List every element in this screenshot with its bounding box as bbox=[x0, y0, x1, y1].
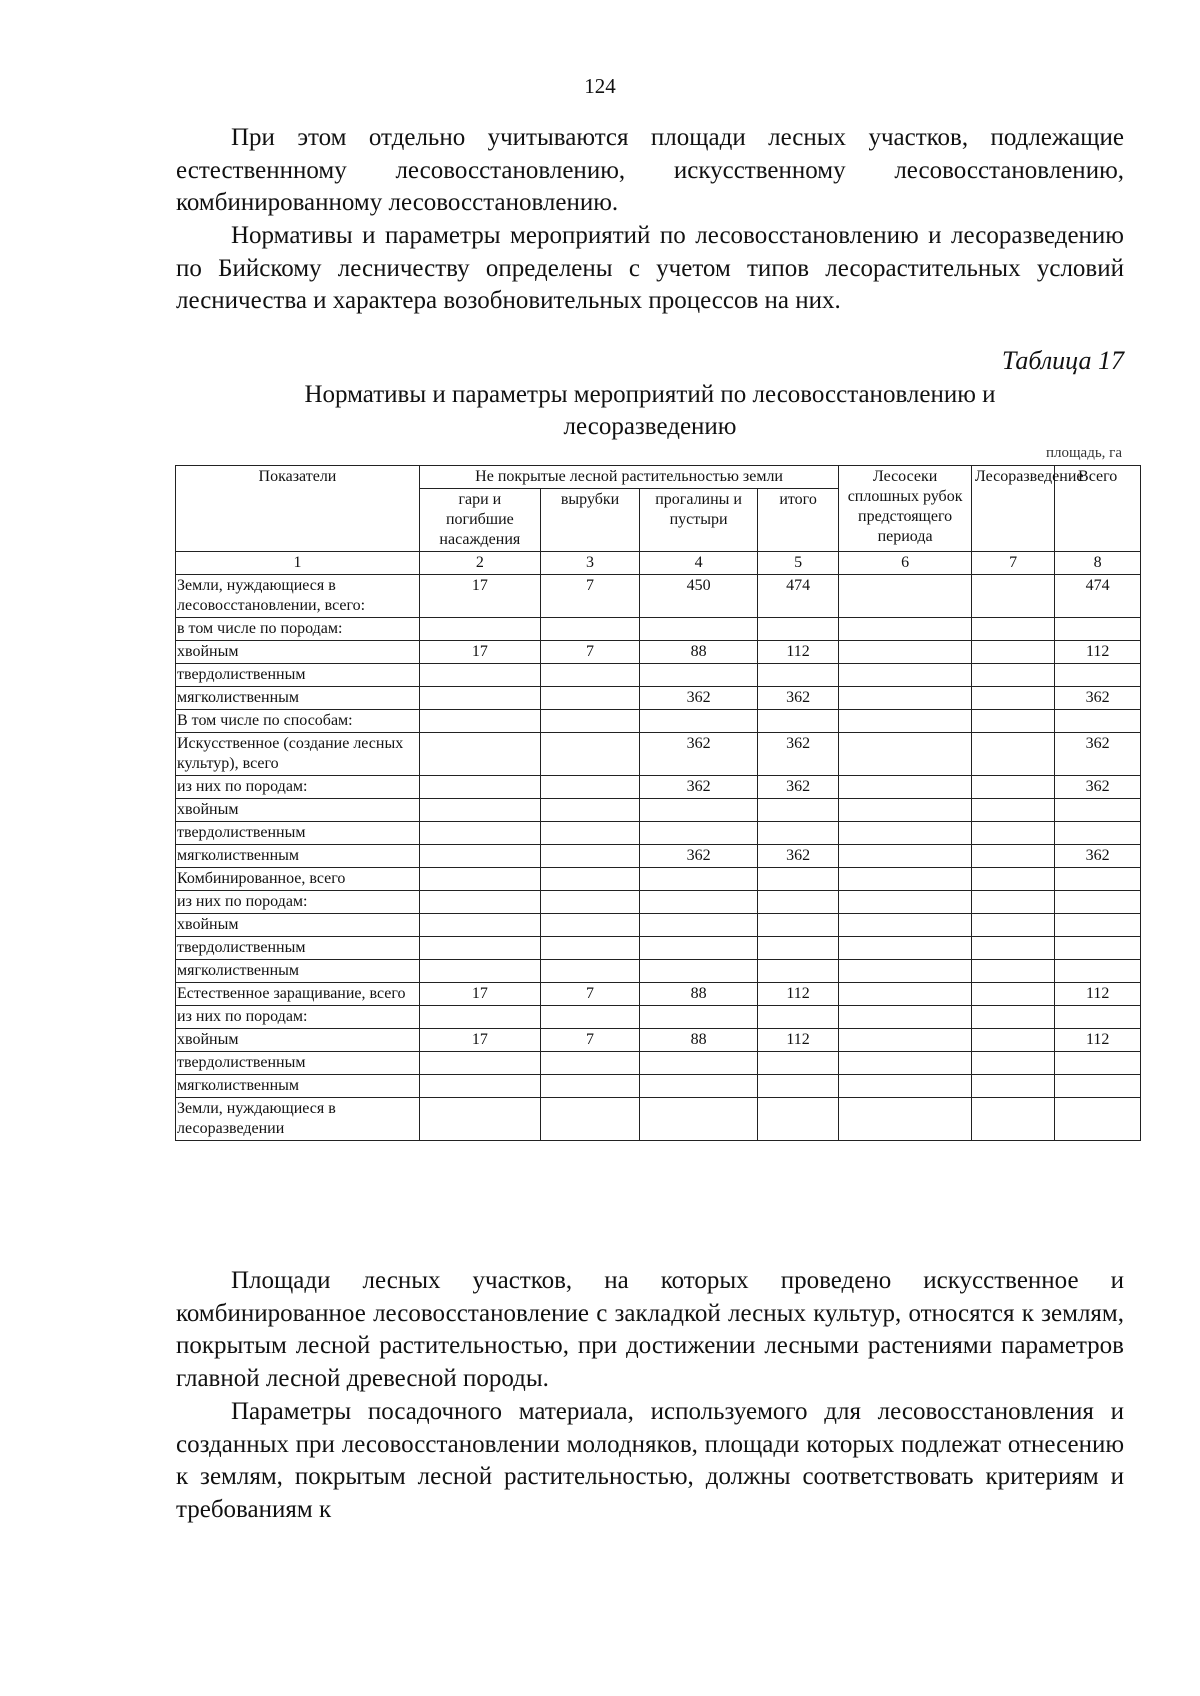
row-label: Комбинированное, всего bbox=[176, 868, 420, 891]
table-cell bbox=[757, 868, 838, 891]
table-cell: 17 bbox=[419, 1029, 540, 1052]
table-cell: 362 bbox=[1055, 687, 1141, 710]
table-cell bbox=[640, 618, 758, 641]
table-row bbox=[176, 845, 1141, 868]
table-cell: 112 bbox=[1055, 983, 1141, 1006]
norms-table bbox=[175, 465, 1141, 1141]
table-cell bbox=[971, 868, 1054, 891]
table-cell bbox=[640, 799, 758, 822]
table-cell bbox=[839, 687, 972, 710]
table-cell bbox=[839, 1052, 972, 1075]
row-label: хвойным bbox=[176, 641, 420, 664]
table-cell: 7 bbox=[540, 641, 639, 664]
table-row bbox=[176, 687, 1141, 710]
table-row bbox=[176, 937, 1141, 960]
table-cell bbox=[540, 664, 639, 687]
table-cell bbox=[971, 1075, 1054, 1098]
table-cell bbox=[1055, 1075, 1141, 1098]
table-cell bbox=[839, 575, 972, 618]
row-label: Естественное заращивание, всего bbox=[176, 983, 420, 1006]
row-label: мягколиственным bbox=[176, 1075, 420, 1098]
table-cell bbox=[1055, 618, 1141, 641]
table-cell bbox=[839, 822, 972, 845]
table-cell bbox=[640, 914, 758, 937]
table-cell bbox=[640, 960, 758, 983]
table-cell bbox=[540, 960, 639, 983]
table-cell bbox=[1055, 868, 1141, 891]
table-cell: 112 bbox=[757, 1029, 838, 1052]
table-cell bbox=[971, 1052, 1054, 1075]
table-row bbox=[176, 1006, 1141, 1029]
table-cell bbox=[640, 1052, 758, 1075]
table-cell bbox=[419, 799, 540, 822]
table-cell bbox=[839, 868, 972, 891]
table-cell bbox=[971, 776, 1054, 799]
row-label: хвойным bbox=[176, 914, 420, 937]
table-row bbox=[176, 799, 1141, 822]
table-cell bbox=[419, 1006, 540, 1029]
row-label: твердолиственным bbox=[176, 664, 420, 687]
table-cell bbox=[839, 733, 972, 776]
row-label: мягколиственным bbox=[176, 687, 420, 710]
table-cell bbox=[640, 822, 758, 845]
table-cell bbox=[757, 618, 838, 641]
table-row bbox=[176, 733, 1141, 776]
row-label: твердолиственным bbox=[176, 822, 420, 845]
row-label: в том числе по породам: bbox=[176, 618, 420, 641]
table-cell bbox=[1055, 710, 1141, 733]
table-cell bbox=[419, 664, 540, 687]
table-cell bbox=[971, 799, 1054, 822]
table-cell bbox=[839, 1006, 972, 1029]
table-cell: 362 bbox=[757, 733, 838, 776]
table-cell bbox=[839, 776, 972, 799]
table-title: Нормативы и параметры мероприятий по лесовосстановлению и лесоразведению bbox=[304, 381, 996, 440]
table-cell bbox=[540, 710, 639, 733]
table-row bbox=[176, 618, 1141, 641]
table-cell: 362 bbox=[640, 776, 758, 799]
column-number: 5 bbox=[757, 552, 838, 575]
table-cell bbox=[1055, 937, 1141, 960]
table-cell bbox=[419, 914, 540, 937]
table-cell bbox=[419, 822, 540, 845]
table-cell bbox=[1055, 1098, 1141, 1141]
table-cell bbox=[971, 1006, 1054, 1029]
table-cell: 362 bbox=[640, 845, 758, 868]
table-cell bbox=[419, 733, 540, 776]
table-cell bbox=[540, 687, 639, 710]
table-cell bbox=[540, 799, 639, 822]
table-cell: 88 bbox=[640, 1029, 758, 1052]
table-row bbox=[176, 1098, 1141, 1141]
column-number: 3 bbox=[540, 552, 639, 575]
table-cell: 362 bbox=[1055, 776, 1141, 799]
table-cell bbox=[757, 710, 838, 733]
table-cell bbox=[757, 914, 838, 937]
column-number-row bbox=[176, 552, 1141, 575]
table-cell bbox=[640, 937, 758, 960]
table-cell bbox=[839, 914, 972, 937]
table-cell bbox=[971, 1029, 1054, 1052]
table-cell bbox=[839, 664, 972, 687]
table-cell bbox=[971, 710, 1054, 733]
table-cell bbox=[839, 641, 972, 664]
row-label: из них по породам: bbox=[176, 891, 420, 914]
row-label: мягколиственным bbox=[176, 845, 420, 868]
table-cell: 17 bbox=[419, 641, 540, 664]
table-cell bbox=[640, 1006, 758, 1029]
table-cell bbox=[640, 1075, 758, 1098]
table-cell bbox=[419, 1098, 540, 1141]
table-cell bbox=[419, 937, 540, 960]
table-cell bbox=[1055, 664, 1141, 687]
table-cell bbox=[971, 845, 1054, 868]
table-cell bbox=[971, 575, 1054, 618]
table-cell bbox=[757, 799, 838, 822]
table-row bbox=[176, 776, 1141, 799]
table-cell bbox=[971, 733, 1054, 776]
header-clearings: вырубки bbox=[540, 489, 639, 552]
table-cell: 362 bbox=[757, 687, 838, 710]
table-cell bbox=[540, 618, 639, 641]
table-cell bbox=[540, 776, 639, 799]
table-row bbox=[176, 641, 1141, 664]
table-cell: 17 bbox=[419, 575, 540, 618]
table-cell bbox=[839, 845, 972, 868]
row-label: В том числе по способам: bbox=[176, 710, 420, 733]
column-number: 2 bbox=[419, 552, 540, 575]
table-cell bbox=[419, 1052, 540, 1075]
table-cell bbox=[419, 960, 540, 983]
page-number: 124 bbox=[584, 74, 616, 98]
table-cell bbox=[971, 914, 1054, 937]
table-cell bbox=[419, 891, 540, 914]
table-row bbox=[176, 1075, 1141, 1098]
row-label: хвойным bbox=[176, 799, 420, 822]
table-cell bbox=[971, 937, 1054, 960]
table-cell bbox=[757, 1075, 838, 1098]
table-cell bbox=[757, 664, 838, 687]
table-cell: 112 bbox=[1055, 641, 1141, 664]
table-cell: 7 bbox=[540, 575, 639, 618]
table-cell bbox=[1055, 960, 1141, 983]
table-cell bbox=[540, 733, 639, 776]
row-label: из них по породам: bbox=[176, 776, 420, 799]
table-cell bbox=[971, 983, 1054, 1006]
table-row bbox=[176, 868, 1141, 891]
row-label: из них по породам: bbox=[176, 1006, 420, 1029]
table-cell: 112 bbox=[757, 983, 838, 1006]
table-cell bbox=[839, 937, 972, 960]
table-row bbox=[176, 822, 1141, 845]
column-number: 7 bbox=[971, 552, 1054, 575]
table-cell: 88 bbox=[640, 641, 758, 664]
table-cell bbox=[540, 937, 639, 960]
table-cell: 88 bbox=[640, 983, 758, 1006]
table-cell bbox=[757, 1006, 838, 1029]
table-cell bbox=[640, 868, 758, 891]
header-afforestation: Лесоразведение bbox=[971, 466, 1054, 552]
row-label: твердолиственным bbox=[176, 937, 420, 960]
table-cell: 362 bbox=[640, 687, 758, 710]
table-unit: площадь, га bbox=[1045, 445, 1122, 461]
table-cell: 7 bbox=[540, 983, 639, 1006]
header-burned: гари и погибшие насаждения bbox=[419, 489, 540, 552]
table-row bbox=[176, 575, 1141, 618]
table-row bbox=[176, 1029, 1141, 1052]
table-cell bbox=[419, 710, 540, 733]
table-cell: 112 bbox=[757, 641, 838, 664]
table-cell bbox=[419, 868, 540, 891]
table-cell bbox=[1055, 1006, 1141, 1029]
row-label: Земли, нуждающиеся в лесоразведении bbox=[176, 1098, 420, 1141]
table-cell bbox=[640, 664, 758, 687]
table-cell bbox=[540, 914, 639, 937]
table-cell: 362 bbox=[1055, 733, 1141, 776]
table-cell bbox=[540, 1075, 639, 1098]
table-cell bbox=[971, 664, 1054, 687]
table-cell: 474 bbox=[757, 575, 838, 618]
table-cell bbox=[640, 1098, 758, 1141]
norms-paragraph: Нормативы и параметры мероприятий по лесовосстановлению и лесоразведению по Бийскому лесничеству определены с учетом типов лесорастительных условий лесничества и характера возобновительных процессов на них. bbox=[176, 222, 1124, 314]
table-row bbox=[176, 664, 1141, 687]
header-total: Всего bbox=[1055, 466, 1141, 552]
table-cell bbox=[839, 960, 972, 983]
table-cell bbox=[540, 891, 639, 914]
row-label: Искусственное (создание лесных культур), всего bbox=[176, 733, 420, 776]
column-number: 6 bbox=[839, 552, 972, 575]
table-cell bbox=[757, 1098, 838, 1141]
table-row bbox=[176, 891, 1141, 914]
table-row bbox=[176, 1052, 1141, 1075]
table-cell bbox=[839, 1098, 972, 1141]
table-cell bbox=[540, 845, 639, 868]
table-cell: 474 bbox=[1055, 575, 1141, 618]
table-cell bbox=[971, 822, 1054, 845]
table-cell bbox=[540, 868, 639, 891]
table-cell: 7 bbox=[540, 1029, 639, 1052]
column-number: 8 bbox=[1055, 552, 1141, 575]
table-cell bbox=[1055, 822, 1141, 845]
header-glades: прогалины и пустыри bbox=[640, 489, 758, 552]
table-cell bbox=[540, 1006, 639, 1029]
planting-material-paragraph: Параметры посадочного материала, используемого для лесовосстановления и созданных при лесовосстановлении молодняков, площади которых подлежат отнесению к землям, покрытым лесной растительностью, должны соответствовать критериям и требованиям к bbox=[176, 1398, 1124, 1523]
table-cell: 112 bbox=[1055, 1029, 1141, 1052]
table-cell bbox=[757, 822, 838, 845]
table-cell: 362 bbox=[640, 733, 758, 776]
row-label: мягколиственным bbox=[176, 960, 420, 983]
table-cell bbox=[419, 618, 540, 641]
row-label: хвойным bbox=[176, 1029, 420, 1052]
table-cell bbox=[540, 1098, 639, 1141]
header-cutting-areas: Лесосеки сплошных рубок предстоящего периода bbox=[839, 466, 972, 552]
table-cell bbox=[540, 1052, 639, 1075]
table-row bbox=[176, 983, 1141, 1006]
table-cell bbox=[839, 1075, 972, 1098]
table-cell bbox=[971, 687, 1054, 710]
table-cell bbox=[640, 891, 758, 914]
table-cell bbox=[971, 1098, 1054, 1141]
table-cell bbox=[839, 618, 972, 641]
table-cell bbox=[839, 891, 972, 914]
table-cell: 362 bbox=[757, 776, 838, 799]
table-cell bbox=[757, 960, 838, 983]
table-cell bbox=[419, 1075, 540, 1098]
table-cell bbox=[1055, 914, 1141, 937]
table-cell bbox=[419, 776, 540, 799]
column-number: 4 bbox=[640, 552, 758, 575]
table-row bbox=[176, 960, 1141, 983]
table-caption: Таблица 17 bbox=[1001, 346, 1124, 375]
table-cell bbox=[1055, 891, 1141, 914]
header-indicators: Показатели bbox=[176, 466, 420, 552]
column-number: 1 bbox=[176, 552, 420, 575]
table-cell bbox=[839, 799, 972, 822]
table-cell bbox=[971, 960, 1054, 983]
table-cell bbox=[419, 687, 540, 710]
table-cell bbox=[971, 641, 1054, 664]
forest-areas-paragraph: Площади лесных участков, на которых проведено искусственное и комбинированное лесовосстановление с закладкой лесных культур, относятся к землям, покрытым лесной растительностью, при достижении лесными растениями параметров главной лесной древесной породы. bbox=[176, 1267, 1124, 1392]
row-label: твердолиственным bbox=[176, 1052, 420, 1075]
table-cell bbox=[839, 983, 972, 1006]
header-uncovered-lands: Не покрытые лесной растительностью земли bbox=[419, 466, 838, 489]
row-label: Земли, нуждающиеся в лесовосстановлении, всего: bbox=[176, 575, 420, 618]
table-cell bbox=[419, 845, 540, 868]
table-row bbox=[176, 914, 1141, 937]
table-cell: 17 bbox=[419, 983, 540, 1006]
table-cell: 450 bbox=[640, 575, 758, 618]
table-cell: 362 bbox=[757, 845, 838, 868]
table-cell bbox=[540, 822, 639, 845]
table-cell bbox=[839, 1029, 972, 1052]
table-cell: 362 bbox=[1055, 845, 1141, 868]
table-cell bbox=[640, 710, 758, 733]
table-cell bbox=[757, 1052, 838, 1075]
table-cell bbox=[971, 618, 1054, 641]
table-cell bbox=[839, 710, 972, 733]
table-row bbox=[176, 710, 1141, 733]
header-subtotal: итого bbox=[757, 489, 838, 552]
table-cell bbox=[971, 891, 1054, 914]
table-cell bbox=[757, 937, 838, 960]
table-cell bbox=[757, 891, 838, 914]
intro-paragraph: При этом отдельно учитываются площади лесных участков, подлежащие естественнному лесовосстановлению, искусственному лесовосстановлению, комбинированному лесовосстановлению. bbox=[176, 124, 1124, 216]
table-cell bbox=[1055, 799, 1141, 822]
table-cell bbox=[1055, 1052, 1141, 1075]
